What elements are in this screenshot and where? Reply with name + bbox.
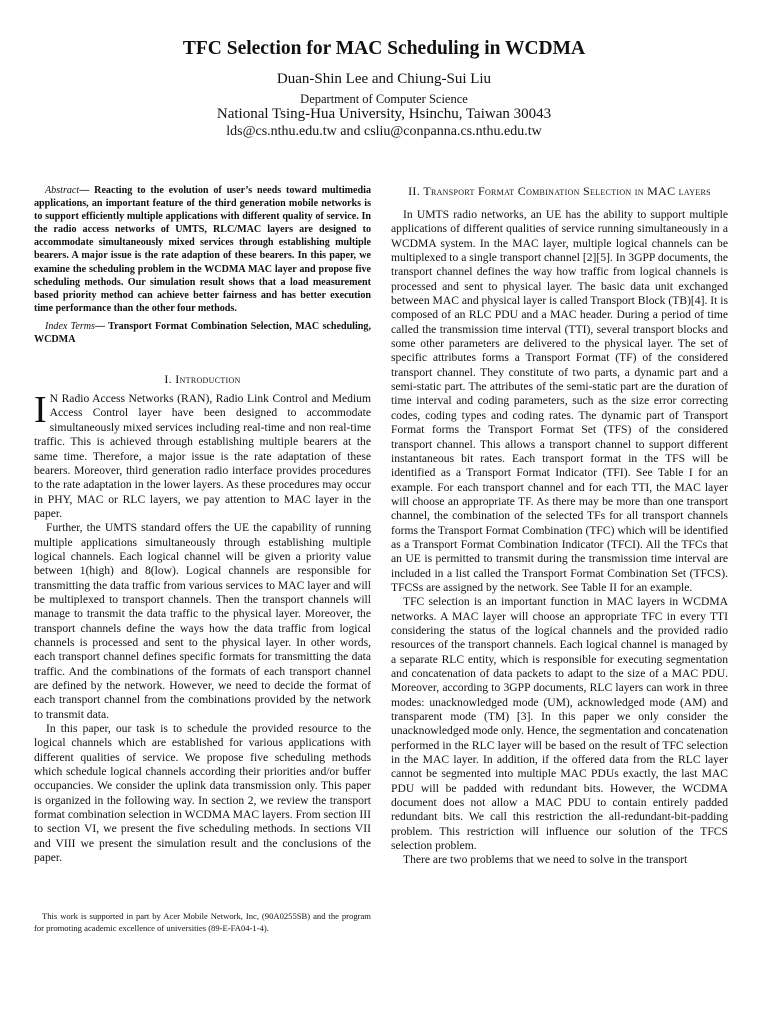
department: Department of Computer Science	[300, 92, 468, 106]
abstract-label: Abstract	[45, 185, 80, 196]
index-terms-label: Index Terms	[45, 320, 95, 332]
abstract-text: Reacting to the evolution of user’s needs toward multimedia applications, an important feature of the third generation mobile networks is to support efficiently multiple applications with different quality of service. In the radio access networks of UMTS, RLC/MAC layers are designed to accommodate simultaneously mixed services through establishing multiple bearers. A major issue is the rate adaption of these bearers. In this paper, we examine the scheduling problem in the WCDMA MAC layer and propose five scheduling methods. Our simulation result shows that a load measurement based priority method can achieve better fairness and has better execution time performance than the other four methods.	[34, 185, 371, 314]
left-column	[34, 184, 371, 865]
right-column	[391, 184, 728, 868]
university: National Tsing-Hua University, Hsinchu, Taiwan 30043	[216, 106, 552, 122]
section-numeral: II.	[408, 184, 421, 198]
paper-authors: Duan-Shin Lee and Chiung-Sui Liu	[276, 71, 492, 87]
section-title: Transport Format Combination Selection in MAC layers	[423, 184, 711, 198]
section-heading-introduction	[34, 372, 371, 387]
abstract	[34, 184, 371, 315]
funding-footnote: This work is supported in part by Acer Mobile Network, Inc, (90A0255SB) and the program for promoting academic excellence of universities (89-E-FA04-1-4).	[34, 911, 371, 933]
abstract-dash: —	[79, 185, 90, 196]
author-emails: lds@cs.nthu.edu.tw and csliu@conpanna.cs.nthu.edu.tw	[226, 124, 542, 139]
intro-paragraph-3: In this paper, our task is to schedule the provided resource to the logical channels which are established for various applications with different qualities of service. We propose five scheduling methods which schedule logical channels according their priorities and/or buffer occupancies. We consider the uplink data transmission only. This paper is organized in the following way. In section 2, we review the transport format combination selection in WCDMA MAC layers. From section III to section VI, we present the five scheduling methods. In sections VII and VIII we present the simulation result and the conclusions of the paper.	[34, 722, 371, 865]
intro-paragraph-1	[34, 389, 371, 521]
index-terms-text: Transport Format Combination Selection, MAC scheduling, WCDMA	[34, 320, 371, 346]
index-terms-dash: —	[94, 320, 106, 332]
paragraph-text: N Radio Access Networks (RAN), Radio Link Control and Medium Access Control layer have been designed to accommodate simultaneously mixed services including real-time and non real-time traffic. This is achieved through establishing multiple bearers at the same time. Therefore, a major issue is the rate adaptation of these bearers. Moreover, third generation radio interface provides procedures to the rate adaptation in the lower layers. As these procedures may occur in PHY, MAC or RLC layers, we pay attention to MAC layer in the paper.	[34, 392, 371, 520]
section2-paragraph-1: In UMTS radio networks, an UE has the ability to support multiple applications of different qualities of service running simultaneously in a WCDMA system. In the MAC layer, multiple logical channels can be multiplexed to a single transport channel [2][5]. In 3GPP documents, the transport channel defines the way how traffic from logical channels is processed and sent to physical layer. The basic data unit exchanged between MAC and physical layer is called Transport Block (TB)[4]. It is composed of an RLC PDU and a MAC header. During a period of time called the transmission time interval (TTI), several transport blocks and some other parameters are delivered to the physical layer. The set of specific attributes forms a Transport Format (TF) of the considered transport channel. They constitute of two parts, a dynamic part and a semi-static part. The attributes of the semi-static part are the duration of time interval and coding parameters, such as the size error correcting codes, coding types and coding rates. The dynamic part of Transport Format forms the Transport Format Set (TFS) of the considered transport channel. This allows a transport channel to support different instantaneous bit rates. Each transport format in the TFS will be identified as a Transport Format Indicator (TFI). See Table I for an example. For each transport channel and for each TTI, the MAC layer will choose an appropriate TF. As there may be more than one transport channel, the combination of the selected TFs for all transport channels forms the Transport Format Combination (TFC) which will be identified as a Transport Format Combination Indicator (TFCI). All the TFCs that an UE is permitted to transmit during the transmission time interval are included in a list called the Transport Format Combination Set (TFCS). TFCSs are assigned by the network. See Table II for an example.	[391, 208, 729, 594]
section-title: Introduction	[175, 372, 241, 387]
drop-cap: I	[34, 389, 47, 432]
section2-paragraph-2: TFC selection is an important function in MAC layers in WCDMA networks. A MAC layer will choose an appropriate TFC in every TTI considering the status of the logical channels and the provided radio resources of the transport channels. Each logical channel is managed by a separate RLC entity, which is responsible for executing segmentation and concatenation of data packets to adapt to the size of a MAC PDU. Moreover, according to 3GPP documents, RLC layers can work in three modes: unacknowledged mode (UM), acknowledged mode (AM) and transparent mode (TM) [3]. In this paper we only consider the unacknowledged mode only. Hence, the segmentation and concatenation performed in the RLC layer will be based on the result of TFC selection in the MAC layer. In addition, if the offered data from the RLC layer cannot be segmented into multiple MAC PDUs exactly, the last MAC PDU will be padded with redundant bits. However, the WCDMA document does not allow a MAC PDU to contain entirely padded redundant bits. We call this restriction the all-redundant-bit-padding problem. This restriction will influence our solution of the TFCS selection problem.	[391, 595, 728, 853]
section-heading-tfc-selection	[391, 184, 728, 199]
section2-paragraph-3: There are two problems that we need to solve in the transport	[403, 853, 688, 867]
index-terms	[34, 320, 371, 346]
section-numeral: I.	[164, 372, 172, 387]
intro-paragraph-2: Further, the UMTS standard offers the UE the capability of running multiple applications simultaneously through establishing multiple logical channels. Each logical channel will be given a priority value between 1(high) and 8(low). Logical channels are responsible for transmitting the data traffic from various services to MAC layer and will be multiplexed to transport channels. Then the transport channels will manage to transmit the data traffic to the physical layer. Moreover, the transport channels define the ways how the data traffic from logical channels is processed and sent to the physical layer. In other words, each transport channel defines specific formats for transmitting the data traffic. And the combinations of the formats of each transport channel are defined by the network. However, we need to decide the format of each transport channel from the combinations provided by the network to transmit data.	[34, 521, 371, 721]
paper-title: TFC Selection for MAC Scheduling in WCDMA	[182, 38, 586, 59]
